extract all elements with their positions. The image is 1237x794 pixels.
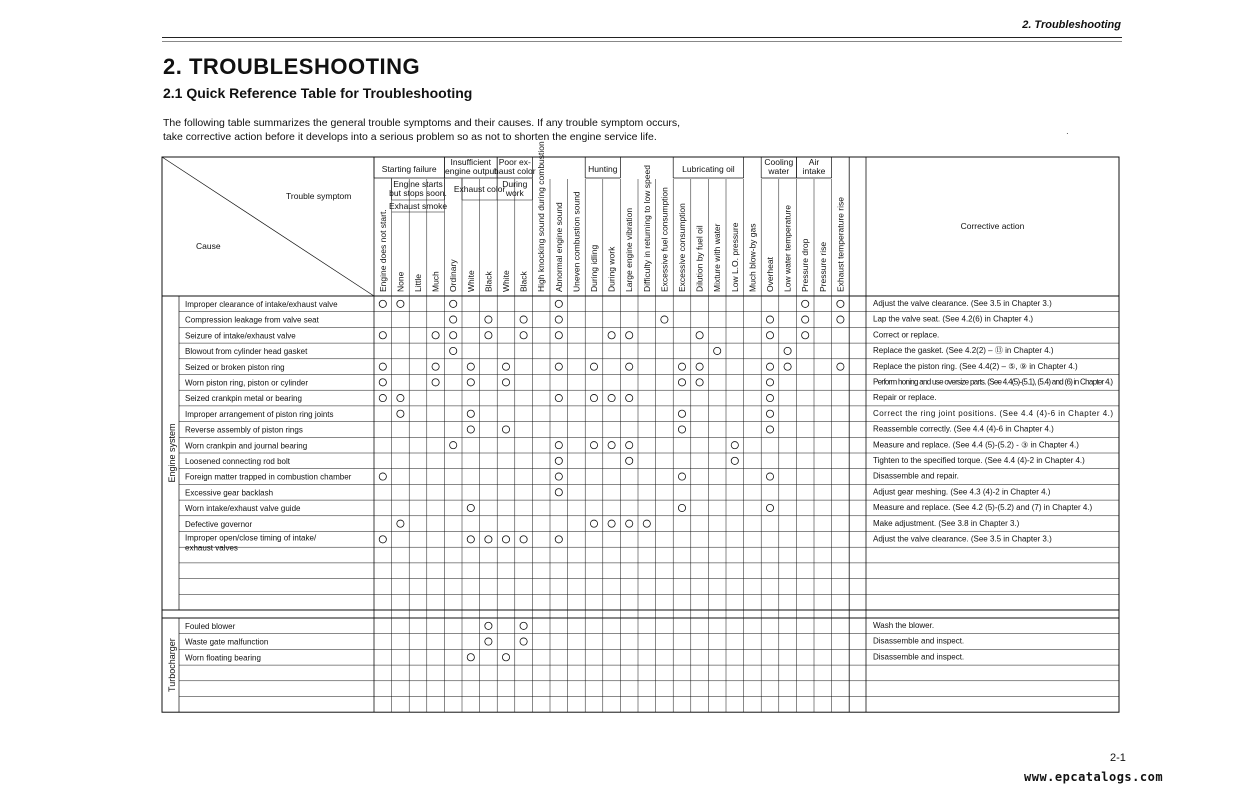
column-header-label: Much blow-by gas (747, 223, 758, 292)
column-header-label: Much (430, 271, 441, 292)
cause-mark (626, 442, 633, 449)
cause-mark (467, 504, 474, 511)
column-header-label: Large engine vibration (624, 207, 635, 292)
cause-mark (837, 300, 844, 307)
cause-mark (397, 300, 404, 307)
cause-mark (608, 332, 615, 339)
cause-mark (467, 379, 474, 386)
cause-mark (608, 394, 615, 401)
cause-mark (696, 363, 703, 370)
cause-mark (678, 473, 685, 480)
cause-mark (379, 473, 386, 480)
column-header-label: White (465, 270, 476, 292)
cause-mark (502, 379, 509, 386)
column-header-label: Excessive fuel consumption (659, 187, 670, 292)
cause-mark (608, 520, 615, 527)
column-header-label: During work (606, 246, 617, 292)
cause-mark (450, 332, 457, 339)
page-title: 2. TROUBLESHOOTING (163, 54, 421, 79)
cause-label: Blowout from cylinder head gasket (185, 347, 308, 357)
subgroup-header-label: During (502, 179, 528, 189)
cause-mark (555, 473, 562, 480)
corrective-action-text: Perform honing and use oversize parts. (See 4.4(5)-(5.1), (5.4) and (6) in Chapter 4.) (873, 377, 1113, 387)
group-header-label: water (768, 166, 790, 176)
cause-mark (467, 654, 474, 661)
cause-mark (379, 300, 386, 307)
cause-mark (766, 410, 773, 417)
cause-mark (626, 363, 633, 370)
cause-mark (766, 316, 773, 323)
intro-line: The following table summarizes the general trouble symptoms and their causes. If any trouble symptom occurs, (163, 117, 681, 129)
cause-label: Seized crankpin metal or bearing (185, 394, 302, 404)
cause-mark (450, 300, 457, 307)
cause-mark (626, 457, 633, 464)
cause-label: Compression leakage from valve seat (185, 315, 319, 325)
cause-mark (397, 520, 404, 527)
cause-mark (555, 457, 562, 464)
cause-mark (784, 347, 791, 354)
corrective-action-text: Correct the ring joint positions. (See 4.4 (4)-6 in Chapter 4.) (873, 408, 1113, 418)
cause-mark (502, 536, 509, 543)
column-header-label: Engine does not start. (377, 209, 388, 292)
column-header-label: White (501, 270, 511, 292)
cause-mark (766, 379, 773, 386)
section-label: Engine system (167, 423, 177, 483)
cause-label: Reverse assembly of piston rings (185, 425, 303, 435)
column-header-label: Ordinary (448, 259, 459, 292)
cause-mark (802, 332, 809, 339)
cause-mark (626, 332, 633, 339)
cause-mark (485, 622, 492, 629)
cause-mark (467, 410, 474, 417)
column-header-label: Mixture with water (712, 223, 723, 292)
running-header: 2. Troubleshooting (1022, 19, 1121, 31)
cause-mark (379, 394, 386, 401)
cause-mark (555, 300, 562, 307)
corrective-action-text: Adjust the valve clearance. (See 3.5 in Chapter 3.) (873, 534, 1052, 544)
cause-mark (555, 394, 562, 401)
cause-mark (590, 442, 597, 449)
table-frame (162, 157, 1119, 712)
cause-label: Foreign matter trapped in combustion chamber (185, 472, 352, 482)
column-header-label: During idling (589, 244, 599, 292)
cause-mark (397, 394, 404, 401)
cause-mark (555, 316, 562, 323)
group-header-label: Cooling (764, 157, 794, 167)
column-header-label: High knocking sound during combustion (536, 141, 547, 292)
cause-mark (590, 363, 597, 370)
cause-mark (555, 489, 562, 496)
cause-mark (450, 442, 457, 449)
cause-mark (379, 379, 386, 386)
cause-mark (678, 379, 685, 386)
cause-mark (626, 520, 633, 527)
cause-mark (485, 316, 492, 323)
cause-mark (837, 363, 844, 370)
cause-mark (731, 442, 738, 449)
cause-mark (678, 504, 685, 511)
cause-mark (450, 347, 457, 354)
cause-label: Seized or broken piston ring (185, 362, 285, 372)
corrective-action-text: Disassemble and inspect. (873, 636, 965, 646)
cause-mark (643, 520, 650, 527)
corrective-action-text: Disassemble and inspect. (873, 652, 965, 662)
subgroup-header-label: work (505, 188, 524, 198)
intro-line: take corrective action before it develops into a serious problem so as not to shorten the engine service life. (163, 131, 657, 143)
subgroup-header-label: Engine starts (393, 179, 443, 189)
cause-mark (502, 363, 509, 370)
cause-mark (678, 410, 685, 417)
cause-label: Worn floating bearing (185, 653, 261, 663)
cause-label: Waste gate malfunction (185, 637, 269, 647)
site-watermark: www.epcatalogs.com (1024, 770, 1164, 784)
cause-mark (661, 316, 668, 323)
cause-label: Improper open/close timing of intake/ (185, 533, 317, 543)
column-header-label: Low L.O. pressure (729, 222, 740, 292)
subsub-header-label: Exhaust smoke (388, 201, 448, 211)
cause-mark (678, 363, 685, 370)
group-header-label: intake (802, 166, 826, 176)
column-header-label: Low water temperature (782, 205, 793, 292)
cause-label: Seizure of intake/exhaust valve (185, 331, 296, 341)
cause-mark (502, 654, 509, 661)
cause-mark (626, 394, 633, 401)
cause-mark (432, 379, 439, 386)
cause-label: Excessive gear backlash (185, 488, 274, 498)
corrective-action-text: Disassemble and repair. (873, 471, 959, 481)
column-header-label: Exhaust temperature rise (835, 197, 846, 292)
cause-label: Worn piston ring, piston or cylinder (185, 378, 309, 388)
cause-mark (467, 536, 474, 543)
stray-dot: · (1066, 129, 1069, 138)
cause-label: Loosened connecting rod bolt (185, 457, 290, 466)
subgroup-header-label: Exhaust color (453, 184, 506, 194)
cause-mark (555, 536, 562, 543)
cause-mark (784, 363, 791, 370)
corrective-action-text: Adjust gear meshing. (See 4.3 (4)-2 in Chapter 4.) (873, 487, 1051, 497)
cause-mark (379, 536, 386, 543)
column-header-label: Black (518, 271, 529, 292)
section-subtitle: 2.1 Quick Reference Table for Troubleshooting (163, 85, 473, 101)
corner-symptom-label: Trouble symptom (286, 191, 352, 201)
corrective-action-text: Correct or replace. (873, 330, 940, 340)
cause-mark (696, 332, 703, 339)
column-header-label: Pressure drop (800, 238, 811, 292)
group-header-label: Starting failure (381, 164, 437, 174)
cause-mark (379, 363, 386, 370)
group-header-label: Lubricating oil (682, 164, 735, 174)
section-label: Turbocharger (167, 638, 177, 692)
cause-mark (766, 332, 773, 339)
cause-mark (766, 426, 773, 433)
cause-mark (766, 504, 773, 511)
cause-mark (555, 332, 562, 339)
cause-mark (590, 520, 597, 527)
cause-mark (766, 394, 773, 401)
cause-mark (766, 363, 773, 370)
cause-label: Defective governor (185, 519, 253, 529)
column-header-label: None (395, 271, 406, 292)
cause-mark (520, 332, 527, 339)
cause-mark (397, 410, 404, 417)
corrective-action-text: Measure and replace. (See 4.2 (5)-(5.2) and (7) in Chapter 4.) (873, 503, 1093, 513)
corrective-action-text: Replace the gasket. (See 4.2(2) – ⑬ in Chapter 4.) (873, 346, 1054, 356)
cause-label: Fouled blower (185, 622, 236, 631)
cause-label: Improper arrangement of piston ring joints (185, 409, 334, 419)
cause-mark (432, 332, 439, 339)
cause-mark (555, 363, 562, 370)
column-header-label: Excessive consumption (677, 203, 687, 292)
column-header-label: Overheat (765, 257, 775, 292)
corrective-action-text: Measure and replace. (See 4.4 (5)-(5.2) - ③ in Chapter 4.) (873, 440, 1079, 450)
corrective-action-text: Lap the valve seat. (See 4.2(6) in Chapter 4.) (873, 314, 1034, 324)
column-header-label: Pressure rise (817, 241, 828, 292)
cause-mark (590, 394, 597, 401)
cause-label: exhaust valves (185, 543, 238, 553)
cause-mark (432, 363, 439, 370)
cause-label: Worn crankpin and journal bearing (185, 441, 308, 451)
corrective-action-text: Repair or replace. (873, 393, 937, 403)
group-header-label: Hunting (588, 164, 618, 174)
corrective-action-text: Replace the piston ring. (See 4.4(2) – ⑤, ⑨ in Chapter 4.) (873, 361, 1078, 371)
cause-mark (485, 638, 492, 645)
subgroup-header-label: but stops soon. (389, 188, 447, 198)
cause-mark (379, 332, 386, 339)
column-header-label: Little (413, 274, 423, 292)
cause-mark (520, 316, 527, 323)
cause-mark (678, 426, 685, 433)
corrective-action-text: Adjust the valve clearance. (See 3.5 in Chapter 3.) (873, 299, 1052, 308)
group-header-label: Poor ex- (498, 157, 531, 167)
cause-mark (485, 332, 492, 339)
corrective-action-text: Tighten to the specified torque. (See 4.4 (4)-2 in Chapter 4.) (873, 456, 1085, 465)
cause-mark (696, 379, 703, 386)
group-header-label: Air (808, 157, 820, 167)
column-header-label: Difficulty in returning to low speed (641, 165, 652, 292)
cause-mark (467, 426, 474, 433)
column-header-label: Uneven combustion sound (571, 191, 582, 292)
corner-cause-label: Cause (196, 241, 221, 251)
column-header-label: Dilution by fuel oil (694, 225, 705, 292)
cause-mark (520, 622, 527, 629)
group-header-label: engine output (445, 166, 497, 176)
corrective-action-text: Wash the blower. (873, 621, 935, 630)
corrective-action-header: Corrective action (960, 221, 1025, 231)
group-header-label: haust color (494, 166, 536, 176)
group-header-label: Insufficient (450, 157, 492, 167)
cause-label: Improper clearance of intake/exhaust valve (185, 300, 338, 309)
cause-mark (485, 536, 492, 543)
cause-mark (450, 316, 457, 323)
column-header-label: Abnormal engine sound (553, 202, 564, 292)
cause-mark (714, 347, 721, 354)
cause-mark (766, 473, 773, 480)
cause-mark (802, 300, 809, 307)
cause-mark (555, 442, 562, 449)
corrective-action-text: Reassemble correctly. (See 4.4 (4)-6 in Chapter 4.) (873, 424, 1054, 434)
corner-diagonal (162, 157, 374, 296)
page-number: 2-1 (1110, 752, 1126, 764)
column-header-label: Black (483, 271, 494, 292)
cause-mark (467, 363, 474, 370)
cause-mark (802, 316, 809, 323)
cause-mark (731, 457, 738, 464)
corrective-action-text: Make adjustment. (See 3.8 in Chapter 3.) (873, 518, 1020, 528)
cause-mark (837, 316, 844, 323)
cause-mark (520, 638, 527, 645)
cause-label: Worn intake/exhaust valve guide (185, 504, 301, 514)
cause-mark (502, 426, 509, 433)
cause-mark (520, 536, 527, 543)
cause-mark (608, 442, 615, 449)
